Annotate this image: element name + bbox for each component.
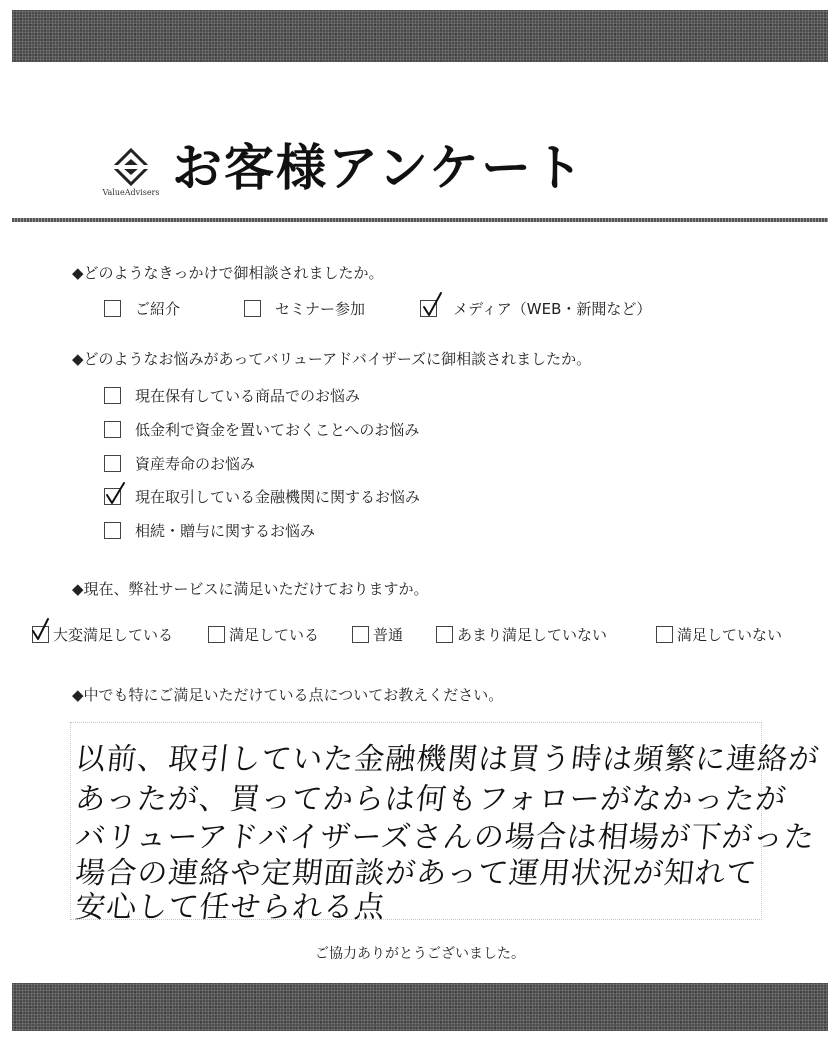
option-label: セミナー参加 — [275, 300, 366, 318]
q2-option-2[interactable] — [104, 419, 419, 440]
option-label: 低金利で資金を置いておくことへのお悩み — [135, 421, 420, 439]
q3-option-3[interactable] — [352, 624, 403, 645]
q2-option-3[interactable] — [104, 453, 255, 474]
option-label: あまり満足していない — [457, 626, 608, 644]
q3-option-2[interactable] — [208, 624, 319, 645]
checkbox-checked[interactable] — [32, 626, 49, 643]
checkbox[interactable] — [436, 626, 453, 643]
checkbox-checked[interactable] — [104, 488, 121, 505]
option-label: ご紹介 — [135, 300, 181, 318]
checkbox-checked[interactable] — [420, 300, 437, 317]
q3-option-5[interactable] — [656, 624, 782, 645]
q2-option-4[interactable] — [104, 486, 420, 507]
handwritten-answer-line: バリューアドバイザーズさんの場合は相場が下がった — [73, 820, 817, 855]
checkbox[interactable] — [656, 626, 673, 643]
option-label: 相続・贈与に関するお悩み — [135, 522, 316, 540]
option-label: 現在保有している商品でのお悩み — [135, 387, 361, 405]
option-label: 満足していない — [677, 626, 783, 644]
question-2: ◆どのようなお悩みがあってバリューアドバイザーズに御相談されましたか。 — [72, 350, 592, 368]
option-label: メディア（WEB・新聞など） — [453, 300, 652, 318]
check-mark-icon — [419, 291, 445, 319]
q1-option-2[interactable] — [244, 298, 365, 319]
check-mark-icon — [103, 479, 129, 507]
question-1: ◆どのようなきっかけで御相談されましたか。 — [72, 264, 384, 282]
q2-option-1[interactable] — [104, 385, 360, 406]
q3-option-4[interactable] — [436, 624, 607, 645]
option-label: 現在取引している金融機関に関するお悩み — [135, 488, 421, 506]
checkbox[interactable] — [104, 387, 121, 404]
company-logo — [96, 148, 166, 202]
option-label: 満足している — [229, 626, 320, 644]
checkbox[interactable] — [104, 522, 121, 539]
checkbox[interactable] — [244, 300, 261, 317]
q3-option-1[interactable] — [32, 624, 173, 645]
option-label: 普通 — [373, 626, 404, 644]
q1-option-3[interactable] — [420, 298, 651, 319]
header-divider — [12, 218, 828, 222]
q2-option-5[interactable] — [104, 520, 315, 541]
checkbox[interactable] — [104, 455, 121, 472]
checkbox[interactable] — [208, 626, 225, 643]
page-title: お客様アンケート — [172, 139, 585, 197]
checkbox[interactable] — [104, 300, 121, 317]
top-band — [12, 10, 828, 62]
handwritten-answer-line: 場合の連絡や定期面談があって運用状況が知れて — [73, 856, 759, 891]
brand-name: ValueAdvisers — [102, 188, 160, 197]
thanks-message: ご協力ありがとうございました。 — [315, 946, 525, 962]
checkbox[interactable] — [352, 626, 369, 643]
check-mark-icon — [31, 617, 57, 645]
checkbox[interactable] — [104, 421, 121, 438]
question-3: ◆現在、弊社サービスに満足いただけておりますか。 — [72, 580, 429, 598]
handwritten-answer-line: あったが、買ってからは何もフォローがなかったが — [73, 782, 789, 817]
q1-option-1[interactable] — [104, 298, 180, 319]
option-label: 大変満足している — [53, 626, 174, 644]
logo-diamond-icon — [110, 148, 152, 186]
handwritten-answer-line: 安心して任せられる点 — [73, 890, 388, 925]
bottom-band — [12, 983, 828, 1031]
question-4: ◆中でも特にご満足いただけている点についてお教えください。 — [72, 686, 504, 704]
handwritten-answer-line: 以前、取引していた金融機関は買う時は頻繁に連絡が — [73, 742, 822, 777]
option-label: 資産寿命のお悩み — [135, 455, 256, 473]
